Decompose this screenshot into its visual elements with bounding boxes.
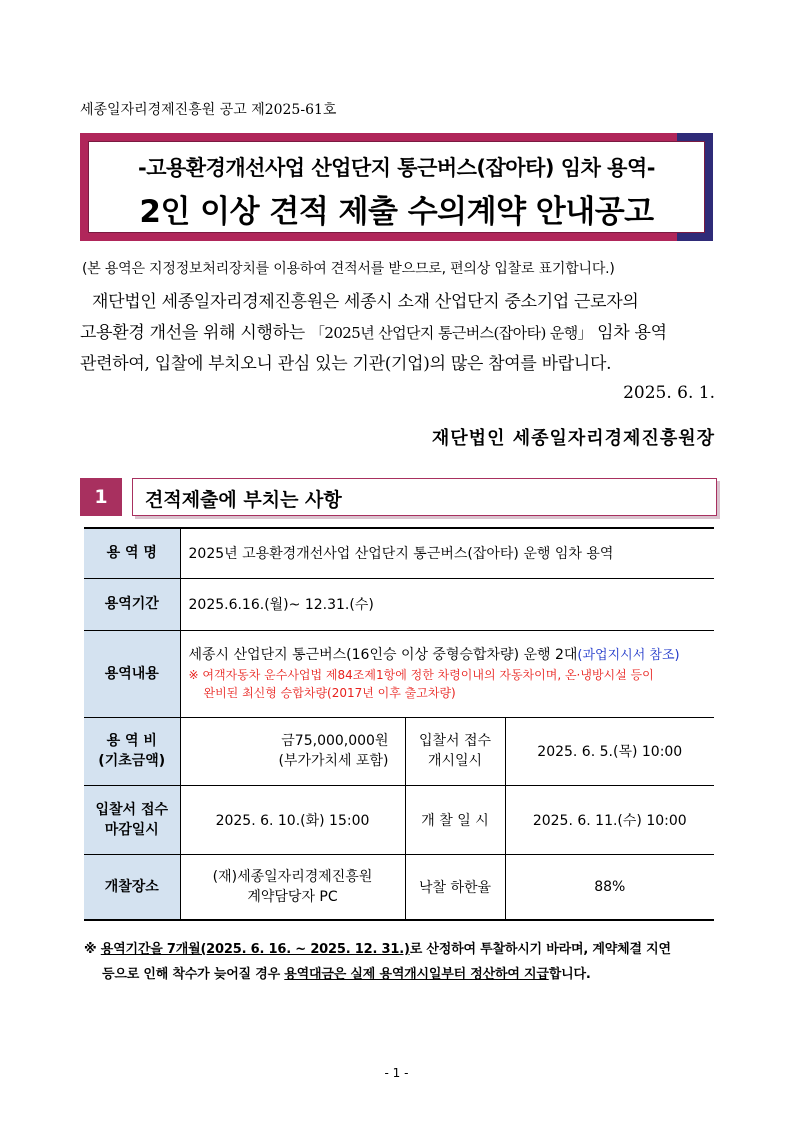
- cost-vat: (부가가치세 포함): [278, 753, 389, 769]
- label-content: 용역내용: [84, 630, 180, 717]
- bid-note: (본 용역은 지정정보처리장치를 이용하여 견적서를 받으므로, 편의상 입찰로 표기합니다.): [82, 261, 615, 277]
- value-period: 2025.6.16.(월)~ 12.31.(수): [180, 578, 714, 630]
- notice-number: 세종일자리경제진흥원 공고 제2025-61호: [80, 102, 337, 118]
- body-line-1: 재단법인 세종일자리경제진흥원은 세종시 소재 산업단지 중소기업 근로자의: [92, 292, 639, 312]
- label-period: 용역기간: [84, 578, 180, 630]
- table-row: [84, 528, 714, 578]
- label-rate: 낙찰 하한율: [405, 854, 505, 920]
- label-open-2: 개시일시: [427, 753, 483, 769]
- content-note-1: ※ 여객자동차 운수사업법 제84조제1항에 정한 차령이내의 자동차이며, 온·냉방시설 등이: [188, 668, 654, 682]
- table-row: [84, 717, 714, 785]
- footnote-settlement: 용역대금은 실제 용역개시일부터 정산하여 지급: [284, 967, 549, 982]
- table-row: [84, 854, 714, 920]
- title-banner: [80, 133, 713, 241]
- footnote-text-3: 합니다.: [548, 967, 591, 982]
- label-open: [405, 717, 505, 785]
- value-service-name: 2025년 고용환경개선사업 산업단지 통근버스(잡아타) 운행 임차 용역: [180, 528, 714, 578]
- banner-inner: [88, 141, 705, 233]
- body-line-3: 관련하여, 입찰에 부치오니 관심 있는 기관(기업)의 많은 참여를 바랍니다.: [80, 354, 612, 374]
- place-pc: 계약담당자 PC: [247, 888, 338, 905]
- page-number: - 1 -: [384, 1066, 409, 1080]
- signer: 재단법인 세종일자리경제진흥원장: [431, 428, 715, 449]
- label-cost: [84, 717, 180, 785]
- value-content: [180, 630, 714, 717]
- label-close-1: 입찰서 접수: [95, 801, 168, 818]
- label-service-name: 용 역 명: [84, 528, 180, 578]
- label-open-1: 입찰서 접수: [418, 733, 492, 749]
- label-opening: 개 찰 일 시: [405, 785, 505, 854]
- footnote-period: 용역기간을 7개월(2025. 6. 16. ~ 2025. 12. 31.): [100, 942, 410, 957]
- content-note-2: 완비된 최신형 승합차량(2017년 이후 출고차량): [203, 686, 456, 700]
- content-main-text: 세종시 산업단지 통근버스(16인승 이상 중형승합차량) 운행 2대: [188, 647, 578, 663]
- footnote-mark: ※: [84, 942, 101, 957]
- value-place: [180, 854, 405, 920]
- content-main: [189, 645, 707, 666]
- announcement-body: [80, 287, 715, 380]
- section-header: [80, 478, 717, 516]
- table-row: [84, 630, 714, 717]
- label-place: 개찰장소: [84, 854, 180, 920]
- value-cost: [180, 717, 405, 785]
- table-row: [84, 785, 714, 854]
- section-title-box: [132, 478, 717, 516]
- value-opening: 2025. 6. 11.(수) 10:00: [505, 785, 714, 854]
- section-number: 1: [80, 478, 122, 516]
- label-cost-2: (기초금액): [98, 753, 166, 769]
- cost-amount: 금75,000,000원: [281, 733, 389, 749]
- value-open: 2025. 6. 5.(목) 10:00: [505, 717, 714, 785]
- label-close: [84, 785, 180, 854]
- value-close: 2025. 6. 10.(화) 15:00: [180, 785, 405, 854]
- footnote-text-2: 등으로 인해 착수가 늦어질 경우: [102, 967, 285, 982]
- body-line-2a: 고용환경 개선을 위해 시행하는: [80, 323, 311, 343]
- body-line-2c: 임차 용역: [592, 323, 667, 343]
- value-rate: 88%: [505, 854, 714, 920]
- place-org: (재)세종일자리경제진흥원: [212, 868, 373, 885]
- footnote-line-2: [84, 962, 724, 987]
- banner-title: 2인 이상 견적 제출 수의계약 안내공고: [139, 194, 654, 230]
- banner-subtitle: -고용환경개선사업 산업단지 통근버스(잡아타) 임차 용역-: [138, 156, 655, 180]
- content-ref: (과업지시서 참조): [577, 648, 680, 663]
- announcement-date: 2025. 6. 1.: [623, 383, 715, 403]
- body-line-2: [80, 318, 715, 349]
- table-row: [84, 578, 714, 630]
- project-name-quote: 「2025년 산업단지 통근버스(잡아타) 운행」: [310, 324, 593, 342]
- info-table: [84, 527, 714, 921]
- section-title: 견적제출에 부치는 사항: [145, 489, 342, 511]
- label-close-2: 마감일시: [104, 821, 159, 838]
- label-cost-1: 용 역 비: [106, 733, 157, 749]
- footnote-text-1: 로 산정하여 투찰하시기 바라며, 계약체결 지연: [409, 942, 671, 957]
- footnote: [84, 937, 724, 987]
- footnote-line-1: [84, 937, 724, 962]
